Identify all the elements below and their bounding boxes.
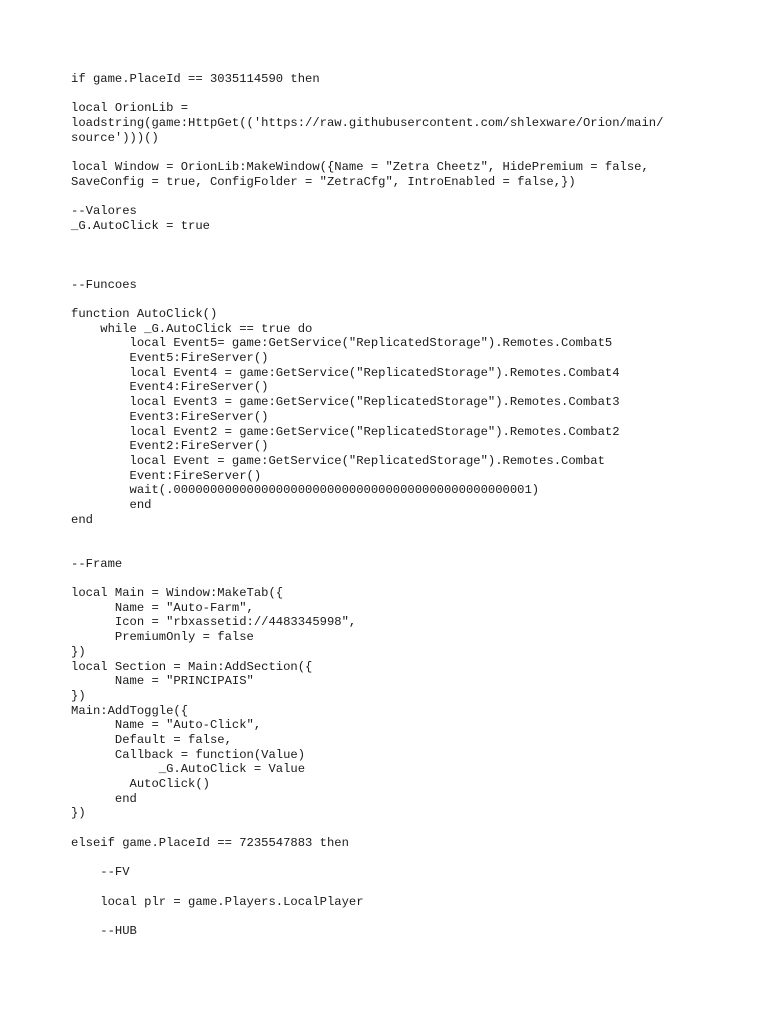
code-line: local OrionLib = bbox=[71, 101, 189, 116]
code-line: }) bbox=[71, 806, 86, 821]
code-line: SaveConfig = true, ConfigFolder = "ZetraCfg", IntroEnabled = false,}) bbox=[71, 174, 576, 189]
code-line: Name = "PRINCIPAIS" bbox=[71, 674, 254, 689]
code-line: local Window = OrionLib:MakeWindow({Name = "Zetra Cheetz", HidePremium = false, bbox=[71, 160, 649, 175]
code-line bbox=[71, 263, 731, 278]
code-line: Event2:FireServer() bbox=[71, 439, 269, 454]
code-line: --Frame bbox=[71, 556, 123, 571]
code-line: elseif game.PlaceId == 7235547883 then bbox=[71, 835, 349, 850]
code-line: local plr = game.Players.LocalPlayer bbox=[71, 894, 364, 909]
code-line: local Event = game:GetService("ReplicatedStorage").Remotes.Combat bbox=[71, 453, 605, 468]
code-line bbox=[71, 571, 731, 586]
code-line: Name = "Auto-Click", bbox=[71, 718, 262, 733]
code-line bbox=[71, 821, 731, 836]
code-line: end bbox=[71, 497, 152, 512]
code-line: Event5:FireServer() bbox=[71, 351, 269, 366]
code-line: function AutoClick() bbox=[71, 307, 218, 321]
code-line: local Event5= game:GetService("ReplicatedStorage").Remotes.Combat5 bbox=[71, 336, 613, 351]
code-line: wait(.0000000000000000000000000000000000000000000000001) bbox=[71, 483, 540, 498]
code-line: --FV bbox=[71, 865, 130, 880]
code-line: local Event2 = game:GetService("ReplicatedStorage").Remotes.Combat2 bbox=[71, 424, 620, 439]
code-line: end bbox=[71, 791, 137, 806]
code-line: AutoClick() bbox=[71, 777, 210, 791]
code-line: source')))() bbox=[71, 130, 159, 145]
code-line bbox=[71, 850, 731, 865]
code-line: end bbox=[71, 512, 93, 527]
code-line bbox=[71, 234, 731, 249]
code-line: Callback = function(Value) bbox=[71, 747, 306, 762]
code-line: }) bbox=[71, 688, 86, 703]
code-line: Icon = "rbxassetid://4483345998", bbox=[71, 615, 357, 630]
code-line: local Event3 = game:GetService("ReplicatedStorage").Remotes.Combat3 bbox=[71, 395, 620, 410]
code-line bbox=[71, 542, 731, 557]
code-line bbox=[71, 880, 731, 895]
code-line: _G.AutoClick = true bbox=[71, 218, 210, 233]
code-line bbox=[71, 909, 731, 924]
code-line: local Main = Window:MakeTab({ bbox=[71, 586, 284, 601]
code-line: while _G.AutoClick == true do bbox=[71, 321, 313, 336]
code-line bbox=[71, 292, 731, 307]
code-line bbox=[71, 527, 731, 542]
code-line: _G.AutoClick = Value bbox=[71, 762, 306, 777]
code-line: Name = "Auto-Farm", bbox=[71, 600, 254, 615]
code-line: Event4:FireServer() bbox=[71, 380, 269, 395]
code-line: Event:FireServer() bbox=[71, 468, 262, 483]
code-line: --Valores bbox=[71, 204, 137, 219]
code-line: --Funcoes bbox=[71, 277, 137, 292]
code-line: local Event4 = game:GetService("ReplicatedStorage").Remotes.Combat4 bbox=[71, 365, 620, 380]
code-line: if game.PlaceId == 3035114590 then bbox=[71, 72, 320, 86]
code-line: }) bbox=[71, 644, 86, 659]
code-line: Main:AddToggle({ bbox=[71, 703, 189, 718]
code-line bbox=[71, 87, 731, 102]
code-line: loadstring(game:HttpGet(('https://raw.githubusercontent.com/shlexware/Orion/main/ bbox=[71, 116, 664, 131]
code-line: Event3:FireServer() bbox=[71, 409, 269, 424]
code-line: Default = false, bbox=[71, 732, 232, 747]
code-line: --HUB bbox=[71, 923, 137, 938]
code-line bbox=[71, 248, 731, 263]
code-block bbox=[71, 72, 731, 939]
code-line bbox=[71, 190, 731, 205]
code-line: PremiumOnly = false bbox=[71, 630, 254, 645]
code-line: local Section = Main:AddSection({ bbox=[71, 659, 313, 674]
code-line bbox=[71, 145, 731, 160]
